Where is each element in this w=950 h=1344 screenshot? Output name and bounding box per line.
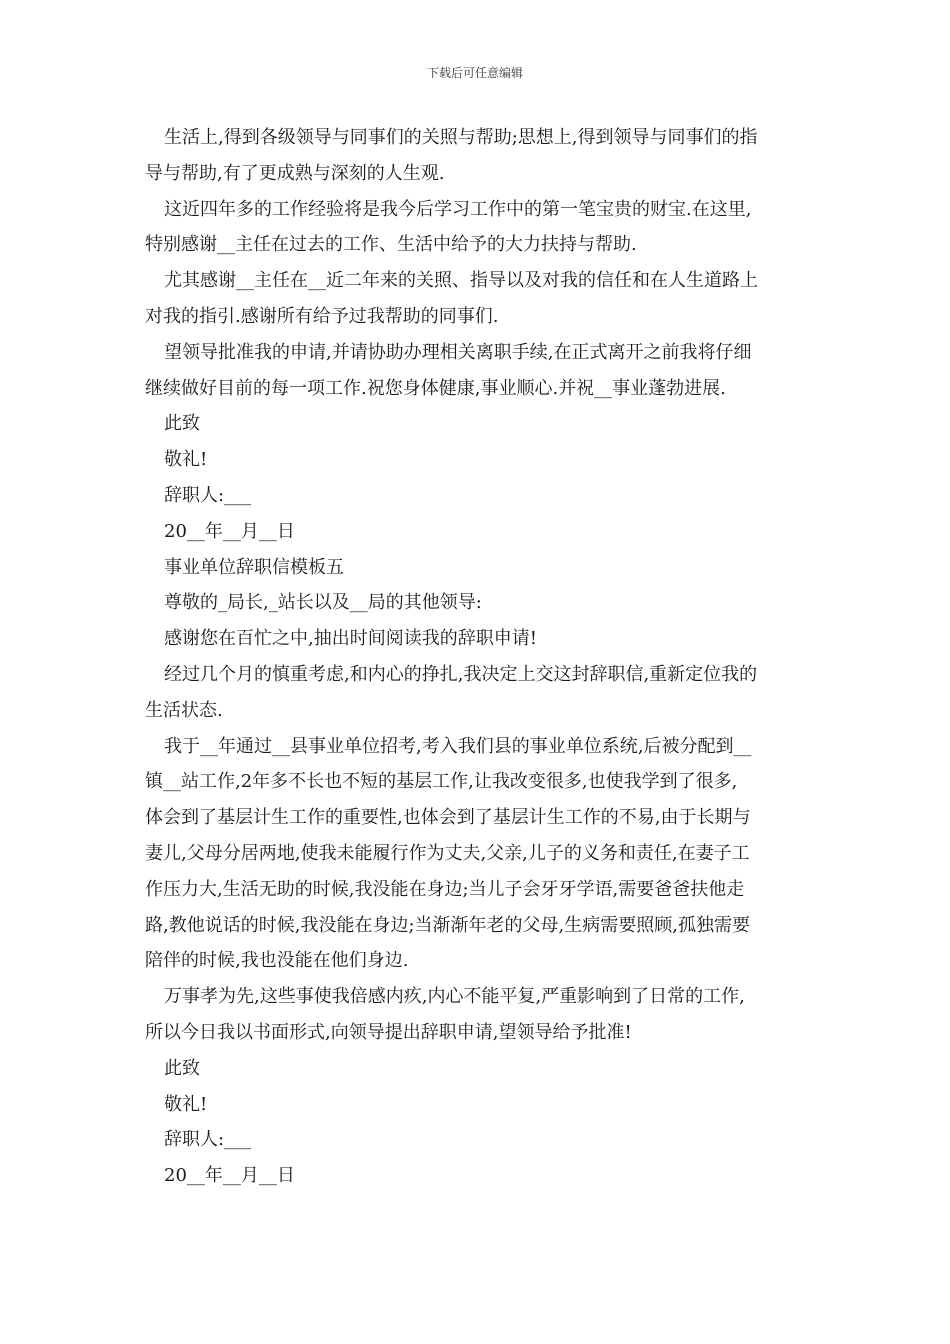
paragraph-line: 经过几个月的慎重考虑,和内心的挣扎,我决定上交这封辞职信,重新定位我的 (164, 663, 758, 685)
closing-salutation: 此致 (164, 1057, 200, 1079)
page-header: 下载后可任意编辑 (426, 66, 523, 80)
paragraph-line: 路,教他说话的时候,我没能在身边;当渐渐年老的父母,生病需要照顾,孤独需要 (145, 914, 750, 936)
paragraph-line: 陪伴的时候,我也没能在他们身边. (145, 950, 409, 972)
paragraph-line: 所以今日我以书面形式,向领导提出辞职申请,望领导给予批准! (145, 1021, 632, 1043)
document-body (145, 120, 810, 1194)
paragraph-line: 万事孝为先,这些事使我倍感内疚,内心不能平复,严重影响到了日常的工作, (164, 986, 745, 1008)
paragraph-line: 特别感谢__主任在过去的工作、生活中给予的大力扶持与帮助. (145, 234, 637, 256)
closing-regards: 敬礼! (164, 1093, 208, 1115)
paragraph-line: 继续做好目前的每一项工作.祝您身体健康,事业顺心.并祝__事业蓬勃进展. (145, 377, 726, 399)
paragraph-line: 对我的指引.感谢所有给予过我帮助的同事们. (145, 305, 499, 327)
signature-line: 辞职人:___ (164, 1129, 252, 1151)
date-line: 20__年__月__日 (164, 520, 295, 542)
closing-regards: 敬礼! (164, 449, 208, 471)
signature-line: 辞职人:___ (164, 484, 252, 506)
closing-salutation: 此致 (164, 413, 200, 435)
greeting-line: 尊敬的_局长,_站长以及__局的其他领导: (164, 592, 482, 614)
paragraph-line: 感谢您在百忙之中,抽出时间阅读我的辞职申请! (164, 628, 537, 650)
paragraph-line: 我于__年通过__县事业单位招考,考入我们县的事业单位系统,后被分配到__ (164, 735, 752, 757)
paragraph-line: 这近四年多的工作经验将是我今后学习工作中的第一笔宝贵的财宝.在这里, (164, 198, 752, 220)
paragraph-line: 作压力大,生活无助的时候,我没能在身边;当儿子会牙牙学语,需要爸爸扶他走 (145, 878, 745, 900)
paragraph-line: 尤其感谢__主任在__近二年来的关照、指导以及对我的信任和在人生道路上 (164, 270, 758, 292)
paragraph-line: 镇__站工作,2年多不长也不短的基层工作,让我改变很多,也使我学到了很多, (145, 771, 738, 793)
date-line: 20__年__月__日 (164, 1165, 295, 1187)
paragraph-line: 生活状态. (145, 699, 223, 721)
paragraph-line: 生活上,得到各级领导与同事们的关照与帮助;思想上,得到领导与同事们的指 (164, 127, 758, 148)
paragraph-line: 导与帮助,有了更成熟与深刻的人生观. (145, 162, 445, 184)
paragraph-line: 体会到了基层计生工作的重要性,也体会到了基层计生工作的不易,由于长期与 (145, 807, 751, 829)
section-title: 事业单位辞职信模板五 (164, 556, 344, 578)
paragraph-line: 妻儿,父母分居两地,使我未能履行作为丈夫,父亲,儿子的义务和责任,在妻子工 (145, 842, 750, 864)
paragraph-line: 望领导批准我的申请,并请协助办理相关离职手续,在正式离开之前我将仔细 (164, 341, 752, 363)
